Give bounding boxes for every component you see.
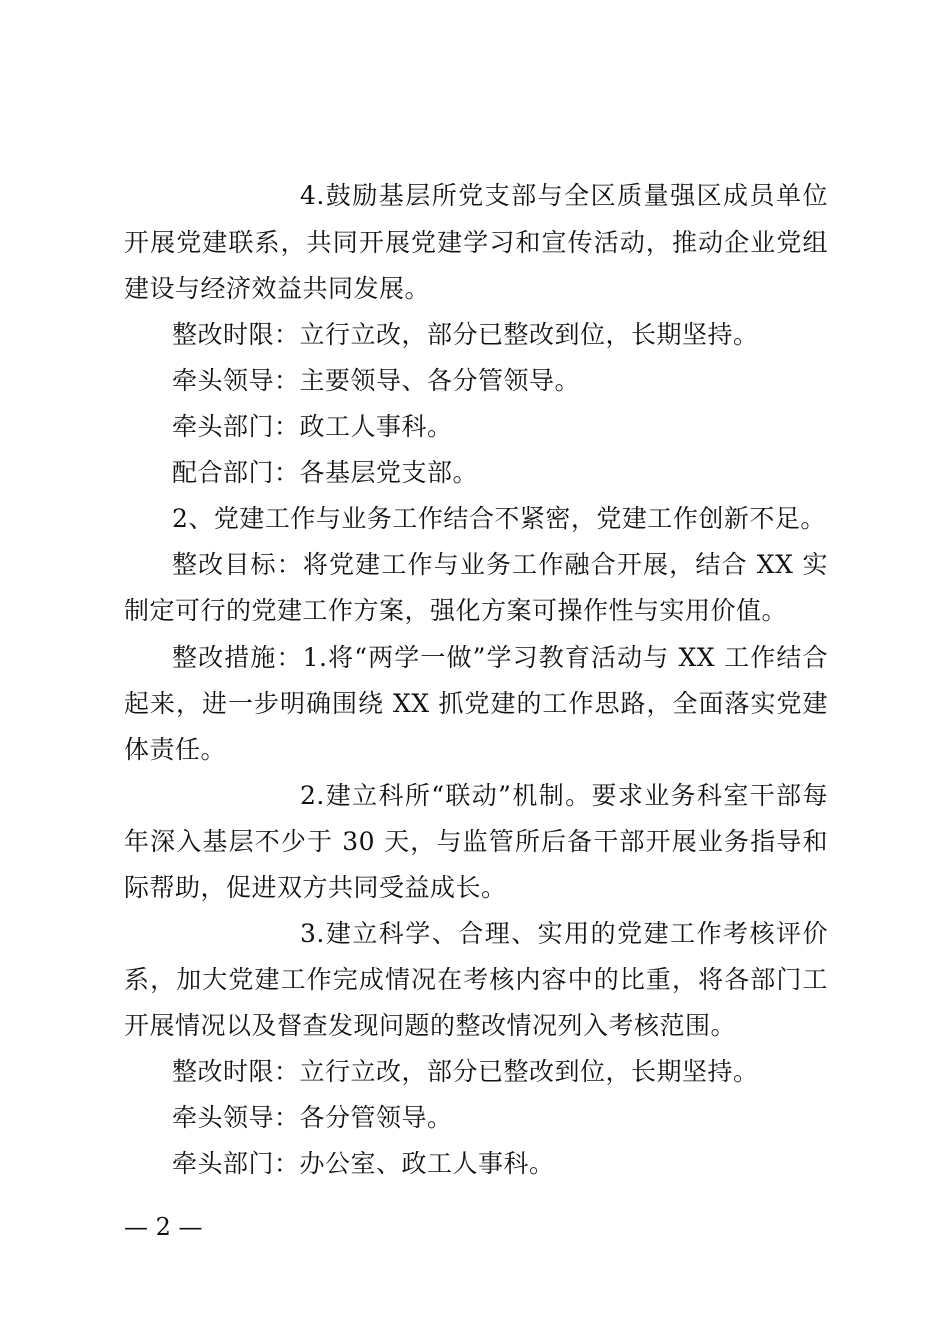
paragraph-line: 系，加大党建工作完成情况在考核内容中的比重，将各部门工 xyxy=(124,965,828,994)
paragraph-line: 建设与经济效益共同发展。 xyxy=(124,274,431,303)
paragraph-line: 整改目标：将党建工作与业务工作融合开展，结合 XX 实 xyxy=(172,550,828,579)
paragraph-line: 牵头部门：政工人事科。 xyxy=(172,412,453,441)
paragraph-line: 整改时限：立行立改，部分已整改到位，长期坚持。 xyxy=(172,320,759,349)
paragraph-line: 体责任。 xyxy=(124,735,227,764)
paragraph-line: 起来，进一步明确围绕 XX 抓党建的工作思路，全面落实党建 xyxy=(124,689,828,718)
paragraph-line: 开展情况以及督查发现问题的整改情况列入考核范围。 xyxy=(124,1011,737,1040)
paragraph-line: 2.建立科所“联动”机制。要求业务科室干部每 xyxy=(300,781,828,810)
paragraph-line: 牵头领导：各分管领导。 xyxy=(172,1103,453,1132)
page-number: — 2 — xyxy=(124,1213,203,1241)
paragraph-line: 整改时限：立行立改，部分已整改到位，长期坚持。 xyxy=(172,1057,759,1086)
paragraph-line: 年深入基层不少于 30 天，与监管所后备干部开展业务指导和 xyxy=(124,827,828,856)
paragraph-line: 制定可行的党建工作方案，强化方案可操作性与实用价值。 xyxy=(124,596,788,625)
paragraph-line: 际帮助，促进双方共同受益成长。 xyxy=(124,873,507,902)
paragraph-line: 配合部门：各基层党支部。 xyxy=(172,458,479,487)
paragraph-line: 牵头领导：主要领导、各分管领导。 xyxy=(172,366,581,395)
paragraph-line: 牵头部门：办公室、政工人事科。 xyxy=(172,1149,555,1178)
paragraph-line: 开展党建联系，共同开展党建学习和宣传活动，推动企业党组 xyxy=(124,228,828,257)
paragraph-line: 4.鼓励基层所党支部与全区质量强区成员单位 xyxy=(300,181,828,210)
paragraph-line: 整改措施：1.将“两学一做”学习教育活动与 XX 工作结合 xyxy=(172,643,828,672)
section-heading: 2、党建工作与业务工作结合不紧密，党建工作创新不足。 xyxy=(172,504,826,533)
paragraph-line: 3.建立科学、合理、实用的党建工作考核评价 xyxy=(300,919,828,948)
